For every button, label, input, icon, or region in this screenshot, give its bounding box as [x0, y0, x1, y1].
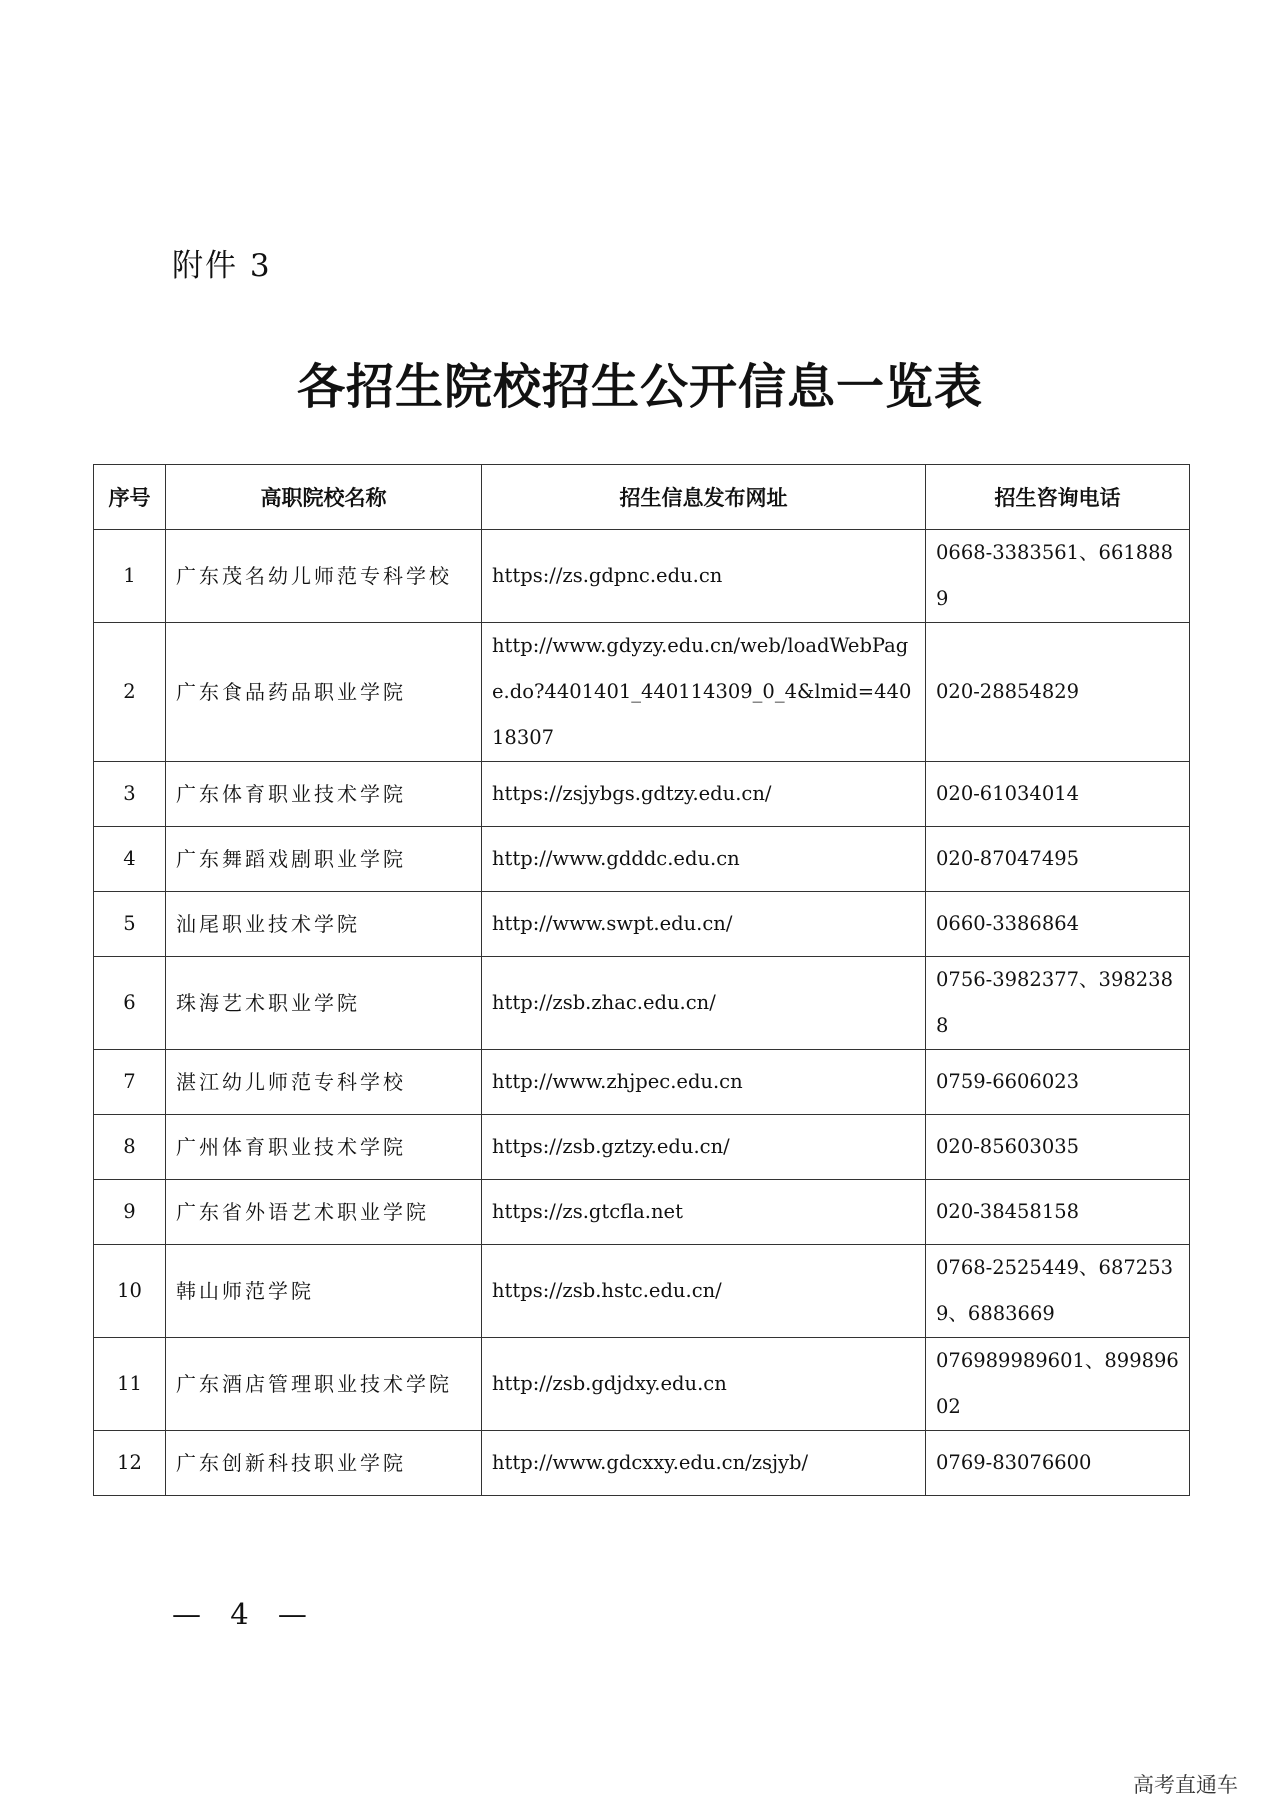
consult-phone: 0768-2525449、6872539、6883669: [926, 1245, 1190, 1338]
table-row: [94, 1180, 1190, 1245]
table-row: [94, 1245, 1190, 1338]
page-number: — 4 —: [172, 1597, 317, 1631]
row-number: 7: [94, 1050, 166, 1115]
admission-url[interactable]: https://zs.gdpnc.edu.cn: [482, 530, 926, 623]
school-name: 广东食品药品职业学院: [166, 623, 482, 762]
watermark-text: 高考直通车: [1133, 1773, 1238, 1797]
header-serial: 序号: [94, 465, 166, 530]
admission-url[interactable]: https://zs.gtcfla.net: [482, 1180, 926, 1245]
consult-phone: 0759-6606023: [926, 1050, 1190, 1115]
school-name: 珠海艺术职业学院: [166, 957, 482, 1050]
admission-url[interactable]: http://www.gdcxxy.edu.cn/zsjyb/: [482, 1431, 926, 1496]
school-name: 广州体育职业技术学院: [166, 1115, 482, 1180]
consult-phone: 0660-3386864: [926, 892, 1190, 957]
consult-phone: 076989989601、89989602: [926, 1338, 1190, 1431]
row-number: 12: [94, 1431, 166, 1496]
header-school-name: 高职院校名称: [166, 465, 482, 530]
header-url: 招生信息发布网址: [482, 465, 926, 530]
admission-url[interactable]: http://www.gdyzy.edu.cn/web/loadWebPage.do?4401401_440114309_0_4&lmid=44018307: [482, 623, 926, 762]
page-title: 各招生院校招生公开信息一览表: [296, 359, 983, 415]
admission-url[interactable]: http://zsb.zhac.edu.cn/: [482, 957, 926, 1050]
row-number: 10: [94, 1245, 166, 1338]
table-row: [94, 762, 1190, 827]
consult-phone: 020-61034014: [926, 762, 1190, 827]
consult-phone: 0769-83076600: [926, 1431, 1190, 1496]
consult-phone: 020-38458158: [926, 1180, 1190, 1245]
consult-phone: 020-28854829: [926, 623, 1190, 762]
school-name: 广东创新科技职业学院: [166, 1431, 482, 1496]
admission-url[interactable]: https://zsb.hstc.edu.cn/: [482, 1245, 926, 1338]
admission-info-table: [93, 464, 1190, 1496]
row-number: 5: [94, 892, 166, 957]
consult-phone: 020-85603035: [926, 1115, 1190, 1180]
table-row: [94, 1338, 1190, 1431]
table-row: [94, 1431, 1190, 1496]
row-number: 6: [94, 957, 166, 1050]
row-number: 3: [94, 762, 166, 827]
consult-phone: 0668-3383561、6618889: [926, 530, 1190, 623]
school-name: 广东酒店管理职业技术学院: [166, 1338, 482, 1431]
admission-url[interactable]: http://www.swpt.edu.cn/: [482, 892, 926, 957]
header-phone: 招生咨询电话: [926, 465, 1190, 530]
school-name: 韩山师范学院: [166, 1245, 482, 1338]
school-name: 汕尾职业技术学院: [166, 892, 482, 957]
school-name: 广东省外语艺术职业学院: [166, 1180, 482, 1245]
row-number: 11: [94, 1338, 166, 1431]
admission-url[interactable]: http://www.zhjpec.edu.cn: [482, 1050, 926, 1115]
school-name: 湛江幼儿师范专科学校: [166, 1050, 482, 1115]
row-number: 4: [94, 827, 166, 892]
admission-url[interactable]: http://www.gdddc.edu.cn: [482, 827, 926, 892]
table-row: [94, 892, 1190, 957]
table-row: [94, 827, 1190, 892]
table-row: [94, 1050, 1190, 1115]
consult-phone: 020-87047495: [926, 827, 1190, 892]
attachment-label: 附件 3: [172, 248, 272, 284]
admission-url[interactable]: https://zsjybgs.gdtzy.edu.cn/: [482, 762, 926, 827]
consult-phone: 0756-3982377、3982388: [926, 957, 1190, 1050]
row-number: 8: [94, 1115, 166, 1180]
school-name: 广东体育职业技术学院: [166, 762, 482, 827]
table-header-row: [94, 465, 1190, 530]
table-row: [94, 1115, 1190, 1180]
table-row: [94, 623, 1190, 762]
row-number: 1: [94, 530, 166, 623]
row-number: 9: [94, 1180, 166, 1245]
school-name: 广东舞蹈戏剧职业学院: [166, 827, 482, 892]
admission-url[interactable]: http://zsb.gdjdxy.edu.cn: [482, 1338, 926, 1431]
admission-url[interactable]: https://zsb.gztzy.edu.cn/: [482, 1115, 926, 1180]
row-number: 2: [94, 623, 166, 762]
school-name: 广东茂名幼儿师范专科学校: [166, 530, 482, 623]
table-row: [94, 957, 1190, 1050]
table-row: [94, 530, 1190, 623]
